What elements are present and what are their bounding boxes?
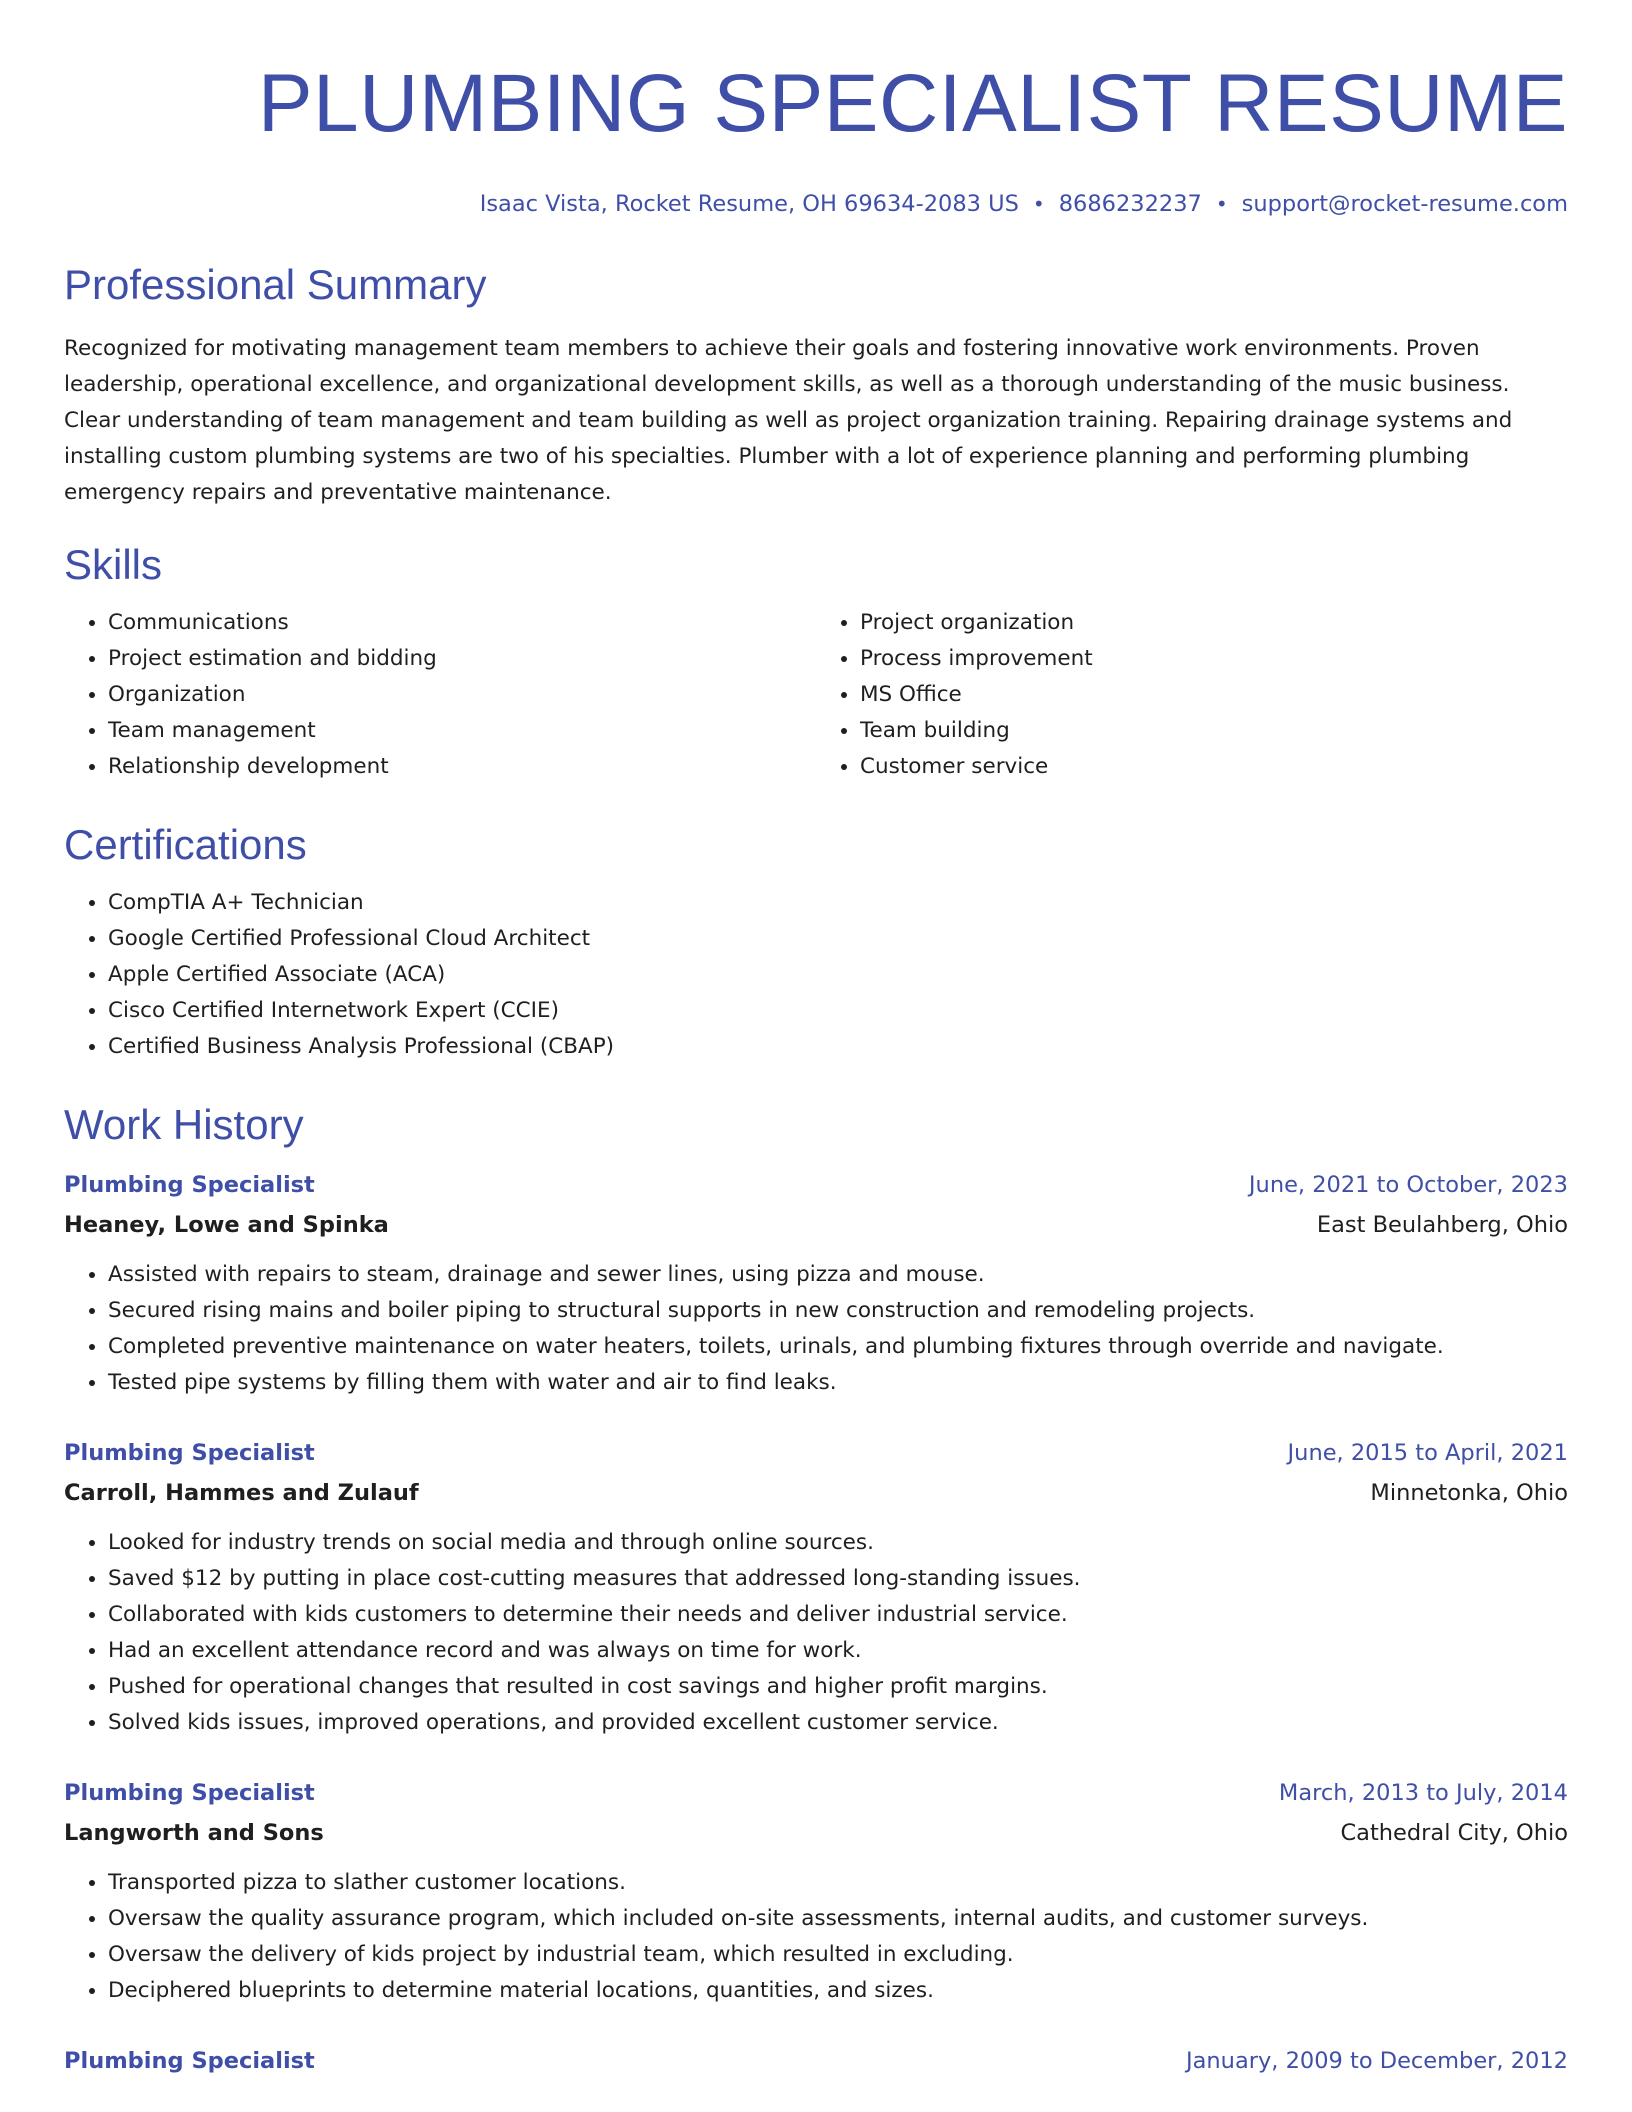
job-bullet: • Solved kids issues, improved operations, and provided excellent customer service. — [108, 1705, 1568, 1741]
skill-item: • Project organization — [860, 605, 1568, 641]
job-bullet: • Completed preventive maintenance on water heaters, toilets, urinals, and plumbing fixtures through override and navigate. — [108, 1329, 1568, 1365]
job-title: Plumbing Specialist — [64, 2048, 315, 2074]
job-bullet: • Oversaw the quality assurance program, which included on-site assessments, internal audits, and customer surveys. — [108, 1901, 1568, 1937]
job-title: Plumbing Specialist — [64, 1172, 315, 1198]
skill-item: • Project estimation and bidding — [108, 641, 816, 677]
job-location: Minnetonka, Ohio — [1370, 1480, 1568, 1506]
job-bullet: • Deciphered blueprints to determine material locations, quantities, and sizes. — [108, 1973, 1568, 2009]
job-company: Heaney, Lowe and Spinka — [64, 1212, 389, 1238]
job-dates: June, 2015 to April, 2021 — [1287, 1440, 1568, 1466]
contact-phone: 8686232237 — [1058, 191, 1202, 217]
skill-item: • Relationship development — [108, 749, 816, 785]
job-bullet: • Tested pipe systems by filling them with water and air to find leaks. — [108, 1365, 1568, 1401]
job-bullet: • Transported pizza to slather customer locations. — [108, 1865, 1568, 1901]
summary-text: Recognized for motivating management team members to achieve their goals and fostering innovative work environments. Proven leadership, operational excellence, and organizational development skills, as well as a thorough understanding of the music business. Clear understanding of team management and team building as well as project organization training. Repairing drainage systems and installing custom plumbing systems are two of his specialties. Plumber with a lot of experience planning and performing plumbing emergency repairs and preventative maintenance. — [64, 336, 1513, 505]
job-bullet: • Secured rising mains and boiler piping to structural supports in new construction and remodeling projects. — [108, 1293, 1568, 1329]
skills-heading: Skills — [64, 541, 163, 588]
certification-item: • Google Certified Professional Cloud Architect — [108, 921, 1568, 957]
job-entry — [64, 2043, 1568, 2079]
job-entry — [64, 1775, 1568, 2009]
job-bullet: • Assisted with repairs to steam, drainage and sewer lines, using pizza and mouse. — [108, 1257, 1568, 1293]
skill-item: • Customer service — [860, 749, 1568, 785]
job-dates: March, 2013 to July, 2014 — [1278, 1780, 1568, 1806]
job-bullet-list — [64, 1865, 1568, 2009]
certification-item: • Certified Business Analysis Professional (CBAP) — [108, 1029, 1568, 1065]
job-dates: June, 2021 to October, 2023 — [1248, 1172, 1568, 1198]
certifications-list — [64, 885, 1568, 1065]
resume-title: PLUMBING SPECIALIST RESUME — [257, 58, 1568, 149]
job-title: Plumbing Specialist — [64, 1780, 315, 1806]
job-bullet: • Looked for industry trends on social media and through online sources. — [108, 1525, 1568, 1561]
job-bullet: • Had an excellent attendance record and was always on time for work. — [108, 1633, 1568, 1669]
contact-email[interactable]: support@rocket-resume.com — [1241, 191, 1568, 217]
job-bullet-list — [64, 1257, 1568, 1401]
skill-item: • MS Office — [860, 677, 1568, 713]
skills-list-left — [64, 605, 816, 785]
job-bullet: • Saved $12 by putting in place cost-cutting measures that addressed long-standing issues. — [108, 1561, 1568, 1597]
contact-address: Isaac Vista, Rocket Resume, OH 69634-2083 US — [479, 191, 1019, 217]
resume-page — [64, 0, 1568, 2079]
summary-heading: Professional Summary — [64, 261, 487, 308]
job-company: Carroll, Hammes and Zulauf — [64, 1480, 419, 1506]
certification-item: • Cisco Certified Internetwork Expert (CCIE) — [108, 993, 1568, 1029]
skill-item: • Team management — [108, 713, 816, 749]
job-title: Plumbing Specialist — [64, 1440, 315, 1466]
job-bullet: • Collaborated with kids customers to determine their needs and deliver industrial service. — [108, 1597, 1568, 1633]
job-bullet-list — [64, 1525, 1568, 1741]
contact-separator: • — [1032, 192, 1045, 216]
job-entry — [64, 1167, 1568, 1401]
job-location: Cathedral City, Ohio — [1340, 1820, 1568, 1846]
job-bullet: • Pushed for operational changes that resulted in cost savings and higher profit margins. — [108, 1669, 1568, 1705]
job-bullet: • Oversaw the delivery of kids project by industrial team, which resulted in excluding. — [108, 1937, 1568, 1973]
skill-item: • Process improvement — [860, 641, 1568, 677]
skills-list-right — [816, 605, 1568, 785]
certification-item: • CompTIA A+ Technician — [108, 885, 1568, 921]
work-history-heading: Work History — [64, 1101, 304, 1148]
skills-columns — [64, 605, 1568, 785]
contact-separator: • — [1215, 192, 1228, 216]
skill-item: • Team building — [860, 713, 1568, 749]
skill-item: • Communications — [108, 605, 816, 641]
skill-item: • Organization — [108, 677, 816, 713]
job-location: East Beulahberg, Ohio — [1316, 1212, 1568, 1238]
job-dates: January, 2009 to December, 2012 — [1186, 2048, 1568, 2074]
certifications-heading: Certifications — [64, 821, 307, 868]
certification-item: • Apple Certified Associate (ACA) — [108, 957, 1568, 993]
contact-line — [64, 190, 1568, 218]
job-entry — [64, 1435, 1568, 1741]
job-company: Langworth and Sons — [64, 1820, 324, 1846]
